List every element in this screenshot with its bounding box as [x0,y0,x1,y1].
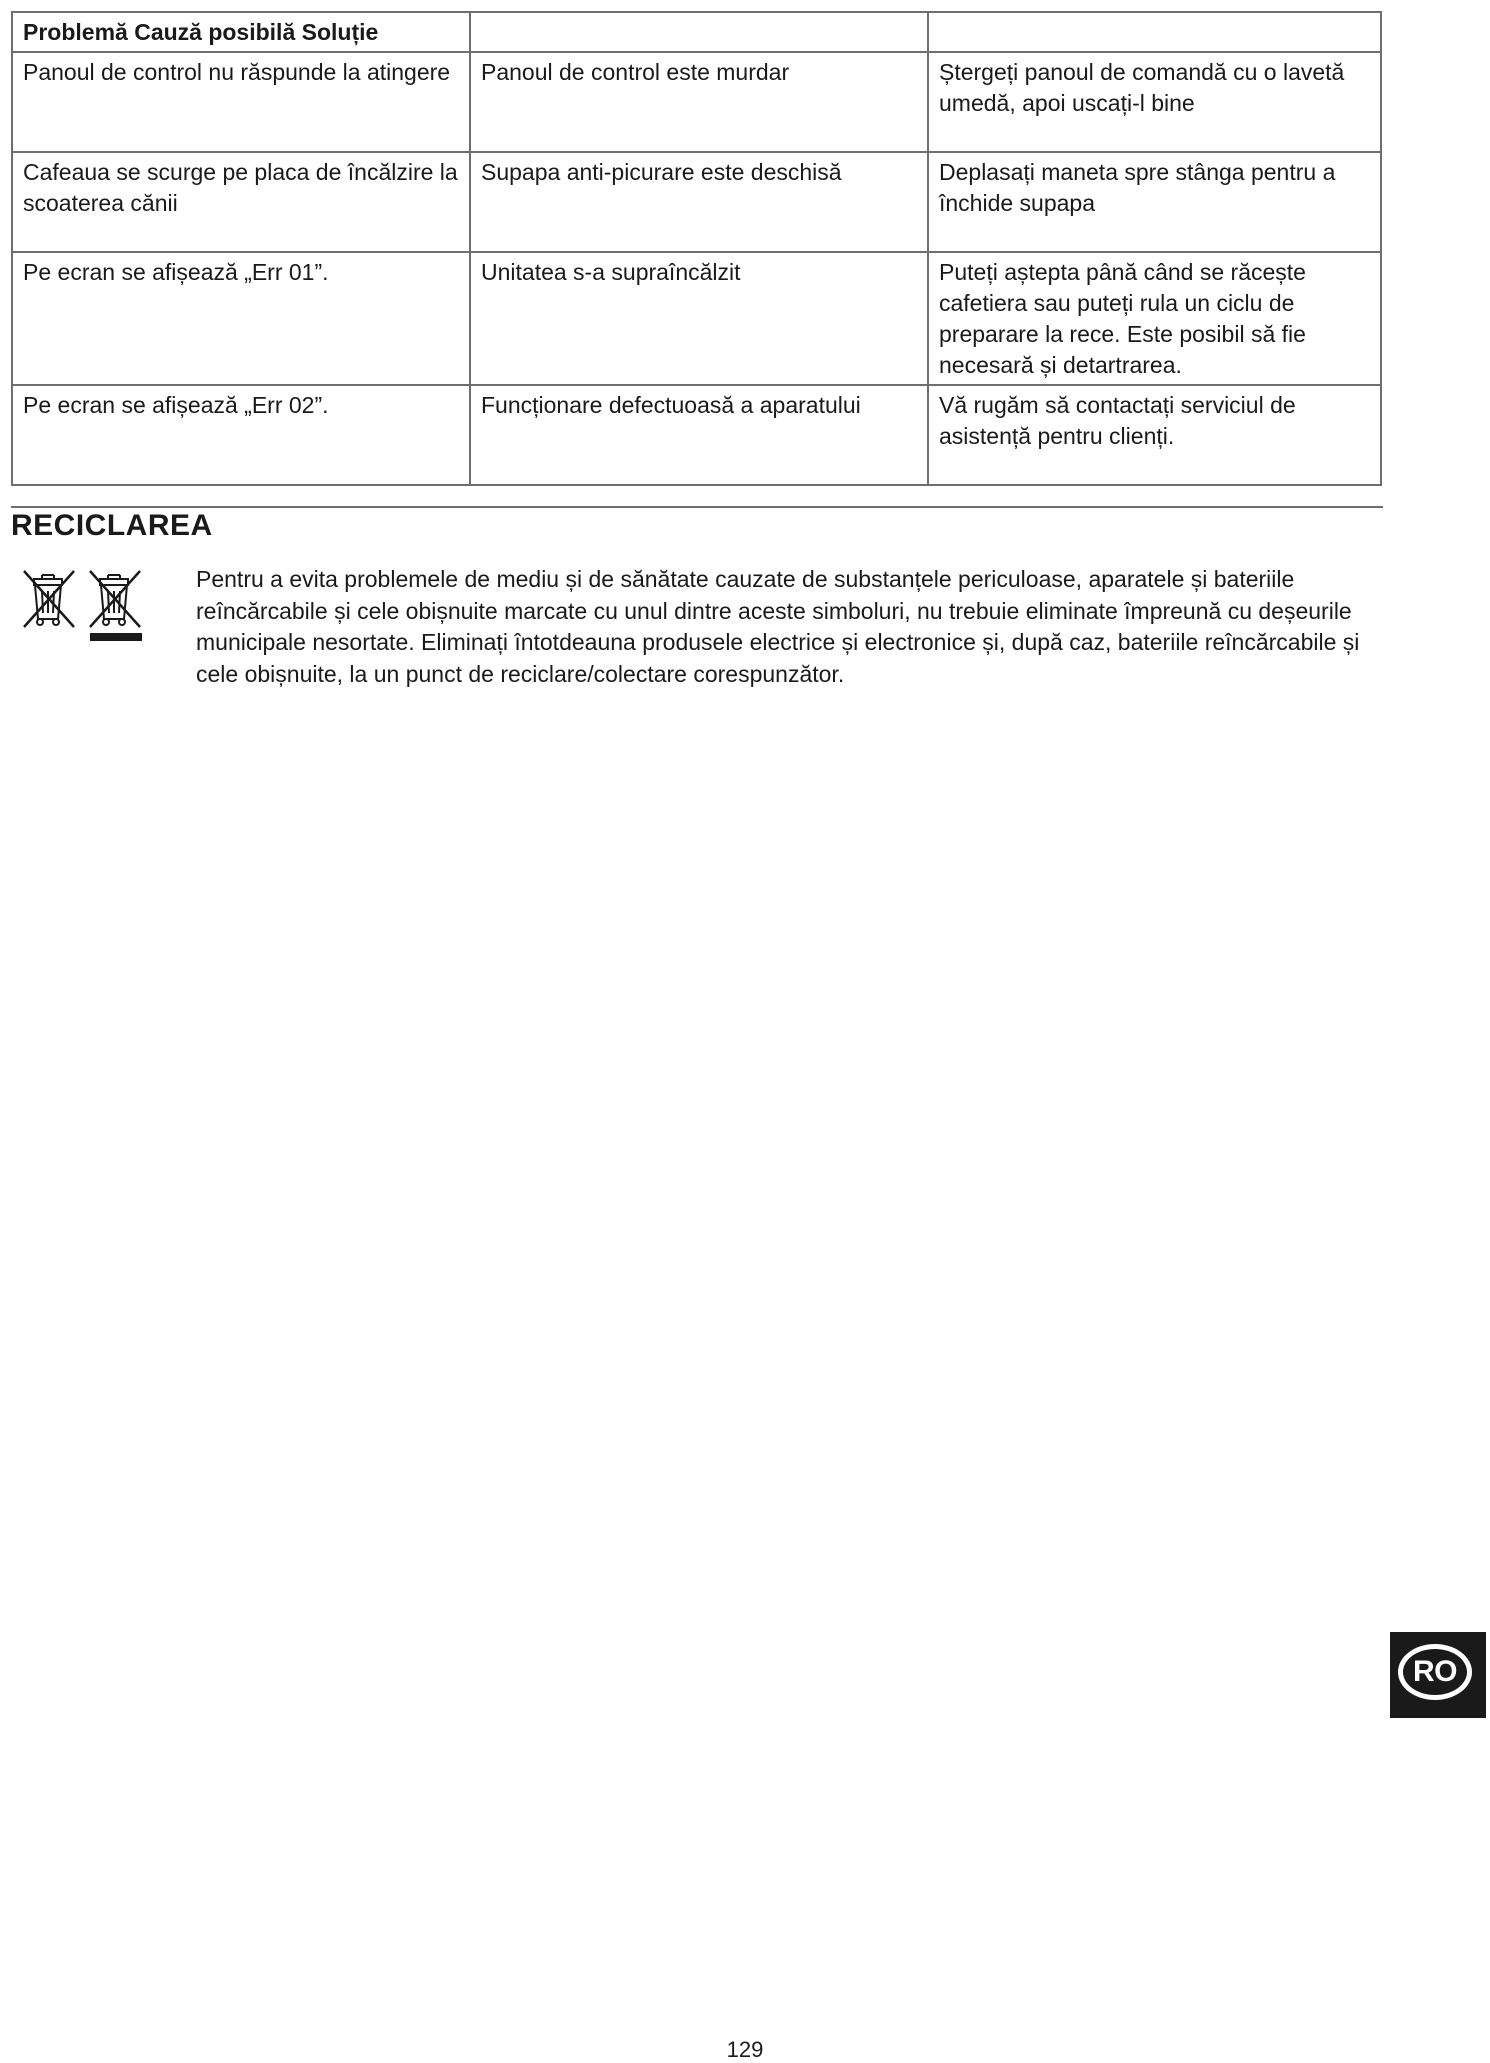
cause-cell: Funcționare defectuoasă a aparatului [470,385,928,485]
table-header-empty-cell [928,12,1381,52]
cause-cell: Panoul de control este murdar [470,52,928,152]
table-header-row [12,12,1381,52]
recycling-paragraph: Pentru a evita problemele de mediu și de sănătate cauzate de substanțele periculoase, aparatele și bateriile reîncărcabile și cele obișnuite marcate cu unul dintre aceste simboluri, nu trebuie eliminate împreună cu deșeurile municipale nesortate. Eliminați întotdeauna produsele electrice și electronice și, după caz, bateriile reîncărcabile și cele obișnuite, la un punct de reciclare/colectare corespunzător. [196,566,1360,687]
section-divider [11,506,1383,508]
table-row [12,52,1381,152]
solution-cell: Deplasați maneta spre stânga pentru a închide supapa [928,152,1381,252]
crossed-bin-icon [24,571,74,627]
table-row [12,385,1381,485]
table-header-cell: Problemă Cauză posibilă Soluție [12,12,470,52]
solution-cell: Ștergeți panoul de comandă cu o lavetă umedă, apoi uscați-l bine [928,52,1381,152]
crossed-bin-with-bar-icon [90,571,142,641]
problem-cell: Pe ecran se afișează „Err 01”. [12,252,470,385]
cause-cell: Supapa anti-picurare este deschisă [470,152,928,252]
solution-cell: Puteți aștepta până când se răcește cafetiera sau puteți rula un ciclu de preparare la rece. Este posibil să fie necesară și detartrarea. [928,252,1381,385]
troubleshooting-table [11,11,1382,486]
table-header-empty-cell [470,12,928,52]
cause-cell: Unitatea s-a supraîncălzit [470,252,928,385]
table-row [12,152,1381,252]
page-number: 129 [726,2037,764,2062]
solution-cell: Vă rugăm să contactați serviciul de asistență pentru clienți. [928,385,1381,485]
recycling-heading: RECICLAREA [11,509,213,542]
language-badge-ring [1398,1644,1472,1700]
language-badge-label: RO [1413,1655,1457,1688]
language-badge [1390,1632,1486,1718]
weee-symbols [20,565,150,645]
problem-cell: Cafeaua se scurge pe placa de încălzire la scoaterea cănii [12,152,470,252]
table-row [12,252,1381,385]
problem-cell: Pe ecran se afișează „Err 02”. [12,385,470,485]
problem-cell: Panoul de control nu răspunde la atingere [12,52,470,152]
